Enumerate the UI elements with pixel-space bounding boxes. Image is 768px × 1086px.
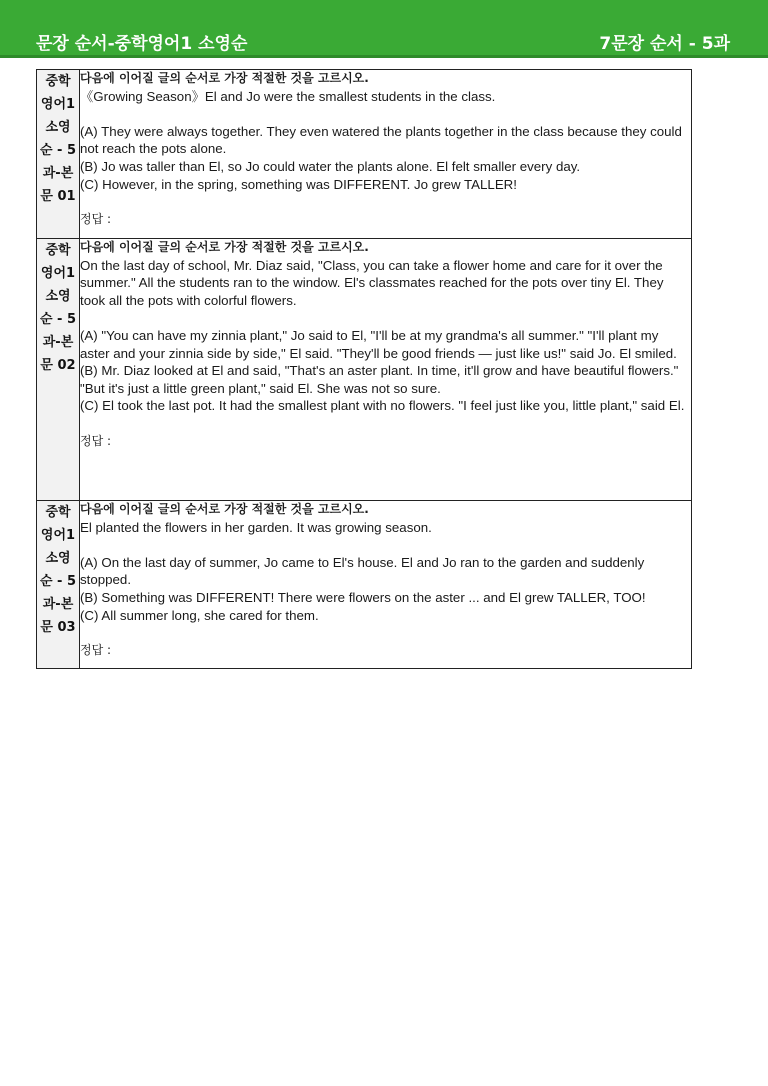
label-line: 소영 bbox=[45, 120, 71, 135]
question-row-2 bbox=[37, 239, 692, 501]
worksheet-title: 문장 순서-중학영어1 소영순 bbox=[36, 34, 248, 54]
option-a: (A) On the last day of summer, Jo came to El's house. El and Jo ran to the garden and suddenly stopped. bbox=[80, 554, 645, 588]
option-a: (A) "You can have my zinnia plant," Jo said to El, "I'll be at my grandma's all summer." "I'll plant my aster and your zinnia side by side," El said. "They'll be good friends — just like us!" said Jo. El smiled. bbox=[80, 327, 677, 361]
label-line: 문 01 bbox=[40, 189, 76, 204]
label-line: 소영 bbox=[45, 289, 71, 304]
label-line: 과-본 bbox=[42, 597, 74, 612]
answer-label: 정답 : bbox=[80, 433, 112, 448]
question-instruction: 다음에 이어질 글의 순서로 가장 적절한 것을 고르시오. bbox=[80, 502, 369, 516]
question-row-1 bbox=[37, 70, 692, 239]
question-instruction: 다음에 이어질 글의 순서로 가장 적절한 것을 고르시오. bbox=[80, 71, 369, 85]
option-a: (A) They were always together. They even watered the plants together in the class because they could not reach the pots alone. bbox=[80, 123, 682, 157]
label-line: 과-본 bbox=[42, 166, 74, 181]
label-line: 문 03 bbox=[40, 620, 76, 635]
question-label-1 bbox=[37, 70, 80, 239]
label-line: 문 02 bbox=[40, 358, 76, 373]
option-b: (B) Something was DIFFERENT! There were flowers on the aster ... and El grew TALLER, TOO! bbox=[80, 589, 646, 605]
option-c: (C) All summer long, she cared for them. bbox=[80, 607, 319, 623]
label-line: 순 - 5 bbox=[39, 574, 77, 589]
question-label-2 bbox=[37, 239, 80, 501]
answer-label: 정답 : bbox=[80, 211, 112, 226]
label-line: 과-본 bbox=[42, 335, 74, 350]
question-body-3 bbox=[80, 501, 692, 669]
label-line: 순 - 5 bbox=[39, 143, 77, 158]
question-label-3 bbox=[37, 501, 80, 669]
option-c: (C) However, in the spring, something was DIFFERENT. Jo grew TALLER! bbox=[80, 176, 517, 192]
label-line: 영어1 bbox=[40, 266, 76, 281]
question-intro: El planted the flowers in her garden. It was growing season. bbox=[80, 519, 432, 535]
question-intro: On the last day of school, Mr. Diaz said, "Class, you can take a flower home and care for it over the summer." All the students ran to the window. El's classmates reached for the pots over tiny El. They took all the pots with colorful flowers. bbox=[80, 257, 664, 308]
label-line: 순 - 5 bbox=[39, 312, 77, 327]
label-line: 중학 bbox=[45, 243, 71, 258]
question-table bbox=[36, 69, 692, 669]
label-line: 중학 bbox=[45, 505, 71, 520]
label-line: 중학 bbox=[45, 74, 71, 89]
option-c: (C) El took the last pot. It had the smallest plant with no flowers. "I feel just like you, little plant," said El. bbox=[80, 398, 685, 414]
page-header bbox=[0, 0, 768, 58]
question-intro: 《Growing Season》El and Jo were the smallest students in the class. bbox=[80, 88, 496, 104]
answer-label: 정답 : bbox=[80, 642, 112, 657]
question-row-3 bbox=[37, 501, 692, 669]
question-body-1 bbox=[80, 70, 692, 239]
label-line: 영어1 bbox=[40, 528, 76, 543]
question-instruction: 다음에 이어질 글의 순서로 가장 적절한 것을 고르시오. bbox=[80, 240, 369, 254]
lesson-title: 7문장 순서 - 5과 bbox=[599, 34, 730, 54]
label-line: 소영 bbox=[45, 551, 71, 566]
option-b: (B) Jo was taller than El, so Jo could water the plants alone. El felt smaller every day. bbox=[80, 158, 581, 174]
question-body-2 bbox=[80, 239, 692, 501]
label-line: 영어1 bbox=[40, 97, 76, 112]
option-b: (B) Mr. Diaz looked at El and said, "That's an aster plant. In time, it'll grow and have beautiful flowers." "But it's just a little green plant," said El. She was not so sure. bbox=[80, 363, 679, 396]
